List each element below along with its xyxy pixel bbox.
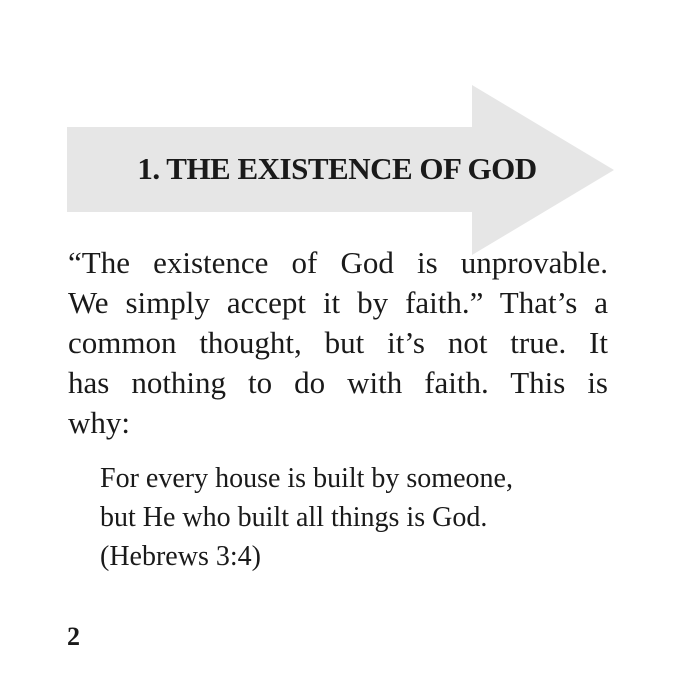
body-line: has nothing to do with faith. This is (68, 365, 608, 400)
scripture-quote (100, 459, 600, 576)
body-line: “The existence of God is unprovable. (68, 245, 608, 280)
page-number: 2 (67, 622, 80, 651)
body-line: why: (68, 405, 130, 440)
quote-line: but He who built all things is God. (100, 502, 488, 533)
body-paragraph (68, 243, 608, 443)
section-heading: 1. THE EXISTENCE OF GOD (137, 151, 537, 186)
body-line: We simply accept it by faith.” That’s a (68, 285, 608, 320)
quote-citation: (Hebrews 3:4) (100, 541, 261, 572)
quote-line: For every house is built by someone, (100, 463, 513, 494)
body-line: common thought, but it’s not true. It (68, 325, 608, 360)
